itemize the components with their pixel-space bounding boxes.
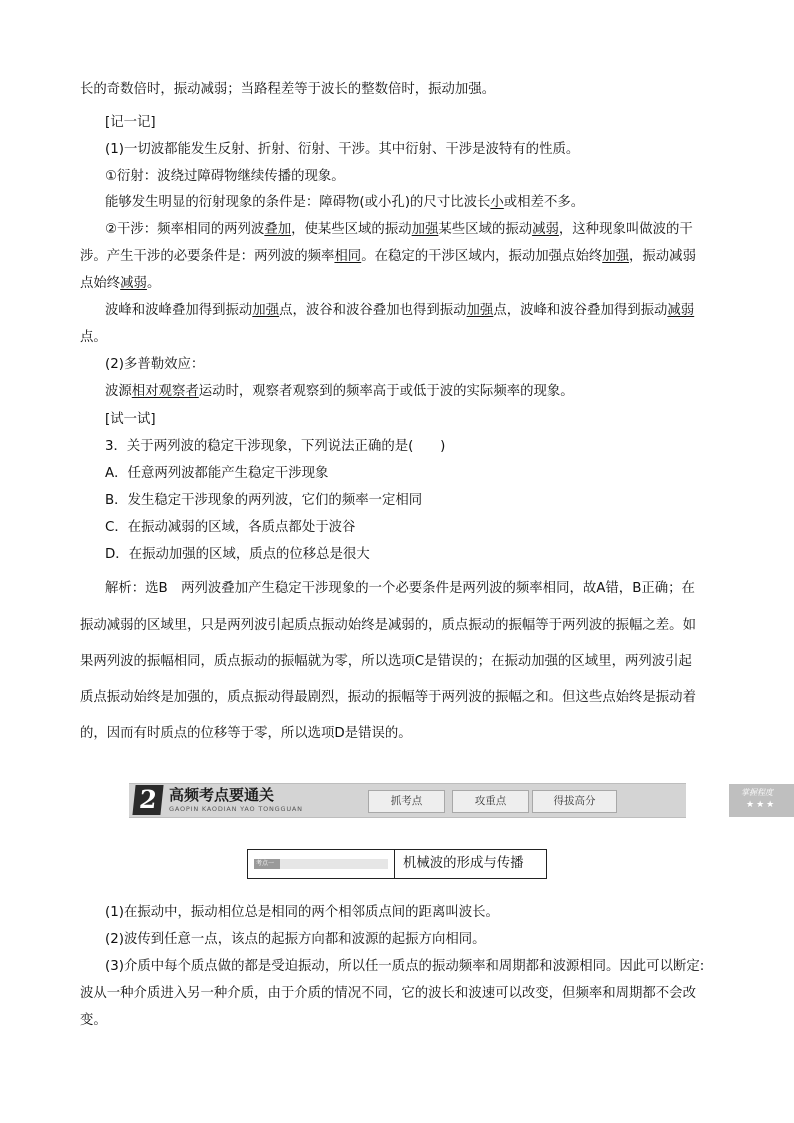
text: 能够发生明显的衍射现象的条件是：障碍物(或小孔)的尺寸比波长 bbox=[105, 195, 491, 210]
text: 点，波峰和波谷叠加得到振动 bbox=[493, 303, 668, 318]
memo-line-superposition bbox=[105, 302, 722, 320]
text: 点始终 bbox=[80, 276, 121, 291]
solution-line-1: 解析：选B 两列波叠加产生稳定干涉现象的一个必要条件是两列波的频率相同，故A错，B正确；在 bbox=[105, 581, 695, 596]
option-a: A．任意两列波都能产生稳定干涉现象 bbox=[105, 466, 329, 481]
underlined-answer: 减弱 bbox=[120, 276, 147, 291]
memo-line-doppler-def bbox=[105, 383, 722, 401]
text: 某些区域的振动 bbox=[438, 222, 533, 237]
underlined-answer: 加强 bbox=[252, 303, 280, 318]
memo-line-interference-end bbox=[80, 275, 722, 293]
solution-line-2: 振动减弱的区域里，只是两列波引起质点振动始终是减弱的，质点振动的振幅等于两列波的振幅之差。如 bbox=[80, 618, 696, 633]
topic-box bbox=[247, 849, 547, 879]
text: 。 bbox=[146, 276, 161, 291]
topic-divider bbox=[394, 850, 395, 878]
memo-line-interference-cont bbox=[80, 248, 722, 266]
banner-tab-key-points: 抓考点 bbox=[368, 790, 445, 813]
underlined-answer: 叠加 bbox=[264, 222, 292, 237]
mastery-stars: ★★★ bbox=[746, 800, 777, 810]
banner-tab-high-scores: 得拔高分 bbox=[532, 790, 617, 813]
topic-title: 机械波的形成与传播 bbox=[403, 856, 524, 871]
solution-line-5: 的，因而有时质点的位移等于零，所以选项D是错误的。 bbox=[80, 726, 412, 741]
underlined-answer: 减弱 bbox=[667, 303, 695, 318]
solution-line-3: 果两列波的振幅相同，质点振动的振幅就为零，所以选项C是错误的；在振动加强的区域里，两列波引起 bbox=[80, 654, 692, 669]
memo-line-diffraction: ①衍射：波绕过障碍物继续传播的现象。 bbox=[105, 169, 345, 184]
underlined-answer: 加强 bbox=[411, 222, 439, 237]
memo-line-superposition-end: 点。 bbox=[80, 330, 107, 345]
text: ，使某些区域的振动 bbox=[291, 222, 412, 237]
memo-line-interference bbox=[105, 221, 722, 239]
section-title: 高频考点要通关 bbox=[169, 786, 275, 804]
underlined-answer: 加强 bbox=[602, 249, 630, 264]
solution-line-4: 质点振动始终是加强的，质点振动得最剧烈，振动的振幅等于两列波的振幅之和。但这些点始终是振动着 bbox=[80, 690, 696, 705]
text: 波峰和波峰叠加得到振动 bbox=[105, 303, 253, 318]
underlined-answer: 相对观察者 bbox=[131, 384, 199, 399]
text: 点，波谷和波谷叠加也得到振动 bbox=[279, 303, 467, 318]
knowledge-point-2: (2)波传到任意一点，该点的起振方向都和波源的起振方向相同。 bbox=[105, 932, 486, 947]
knowledge-point-3-end: 变。 bbox=[80, 1013, 107, 1028]
text: ②干涉：频率相同的两列波 bbox=[105, 222, 265, 237]
topic-tag: 考点一 bbox=[256, 860, 275, 867]
underlined-answer: 相同 bbox=[334, 249, 362, 264]
knowledge-point-3: (3)介质中每个质点做的都是受迫振动，所以任一质点的振动频率和周期都和波源相同。因此可以断定: bbox=[105, 959, 705, 974]
section-number: 2 bbox=[132, 785, 163, 815]
topic-tag-bar bbox=[254, 859, 388, 869]
knowledge-point-1: (1)在振动中，振动相位总是相同的两个相邻质点间的距离叫波长。 bbox=[105, 905, 499, 920]
text: ，这种现象叫做波的干 bbox=[558, 222, 693, 237]
try-label: [试一试] bbox=[105, 412, 156, 427]
paragraph-continuation: 长的奇数倍时，振动减弱；当路程差等于波长的整数倍时，振动加强。 bbox=[80, 82, 496, 97]
option-c: C．在振动减弱的区域，各质点都处于波谷 bbox=[105, 520, 356, 535]
underlined-answer: 减弱 bbox=[532, 222, 559, 237]
question-stem: 3．关于两列波的稳定干涉现象，下列说法正确的是( ) bbox=[105, 439, 446, 454]
text: 。在稳定的干涉区域内，振动加强点始终 bbox=[361, 249, 603, 264]
section-banner bbox=[129, 783, 777, 818]
text: 波源 bbox=[105, 384, 132, 399]
knowledge-point-3-cont: 波从一种介质进入另一种介质，由于介质的情况不同，它的波长和波速可以改变，但频率和周期都不会改 bbox=[80, 986, 696, 1001]
section-subtitle: GAOPIN KAODIAN YAO TONGGUAN bbox=[169, 805, 303, 813]
underlined-answer: 加强 bbox=[466, 303, 494, 318]
memo-line-diffraction-condition bbox=[105, 194, 722, 212]
text: 或相差不多。 bbox=[503, 195, 585, 210]
memo-label: [记一记] bbox=[105, 115, 156, 130]
memo-line-doppler: (2)多普勒效应： bbox=[105, 357, 205, 372]
text: ，振动减弱 bbox=[629, 249, 696, 264]
option-d: D．在振动加强的区域，质点的位移总是很大 bbox=[105, 547, 370, 562]
text: 运动时，观察者观察到的频率高于或低于波的实际频率的现象。 bbox=[198, 384, 574, 399]
memo-line-1: (1)一切波都能发生反射、折射、衍射、干涉。其中衍射、干涉是波特有的性质。 bbox=[105, 142, 580, 157]
mastery-label: 掌握程度 bbox=[741, 788, 773, 797]
text: 涉。产生干涉的必要条件是：两列波的频率 bbox=[80, 249, 335, 264]
option-b: B．发生稳定干涉现象的两列波，它们的频率一定相同 bbox=[105, 493, 423, 508]
banner-tab-focus-points: 攻重点 bbox=[452, 790, 529, 813]
underlined-answer: 小 bbox=[490, 195, 504, 210]
